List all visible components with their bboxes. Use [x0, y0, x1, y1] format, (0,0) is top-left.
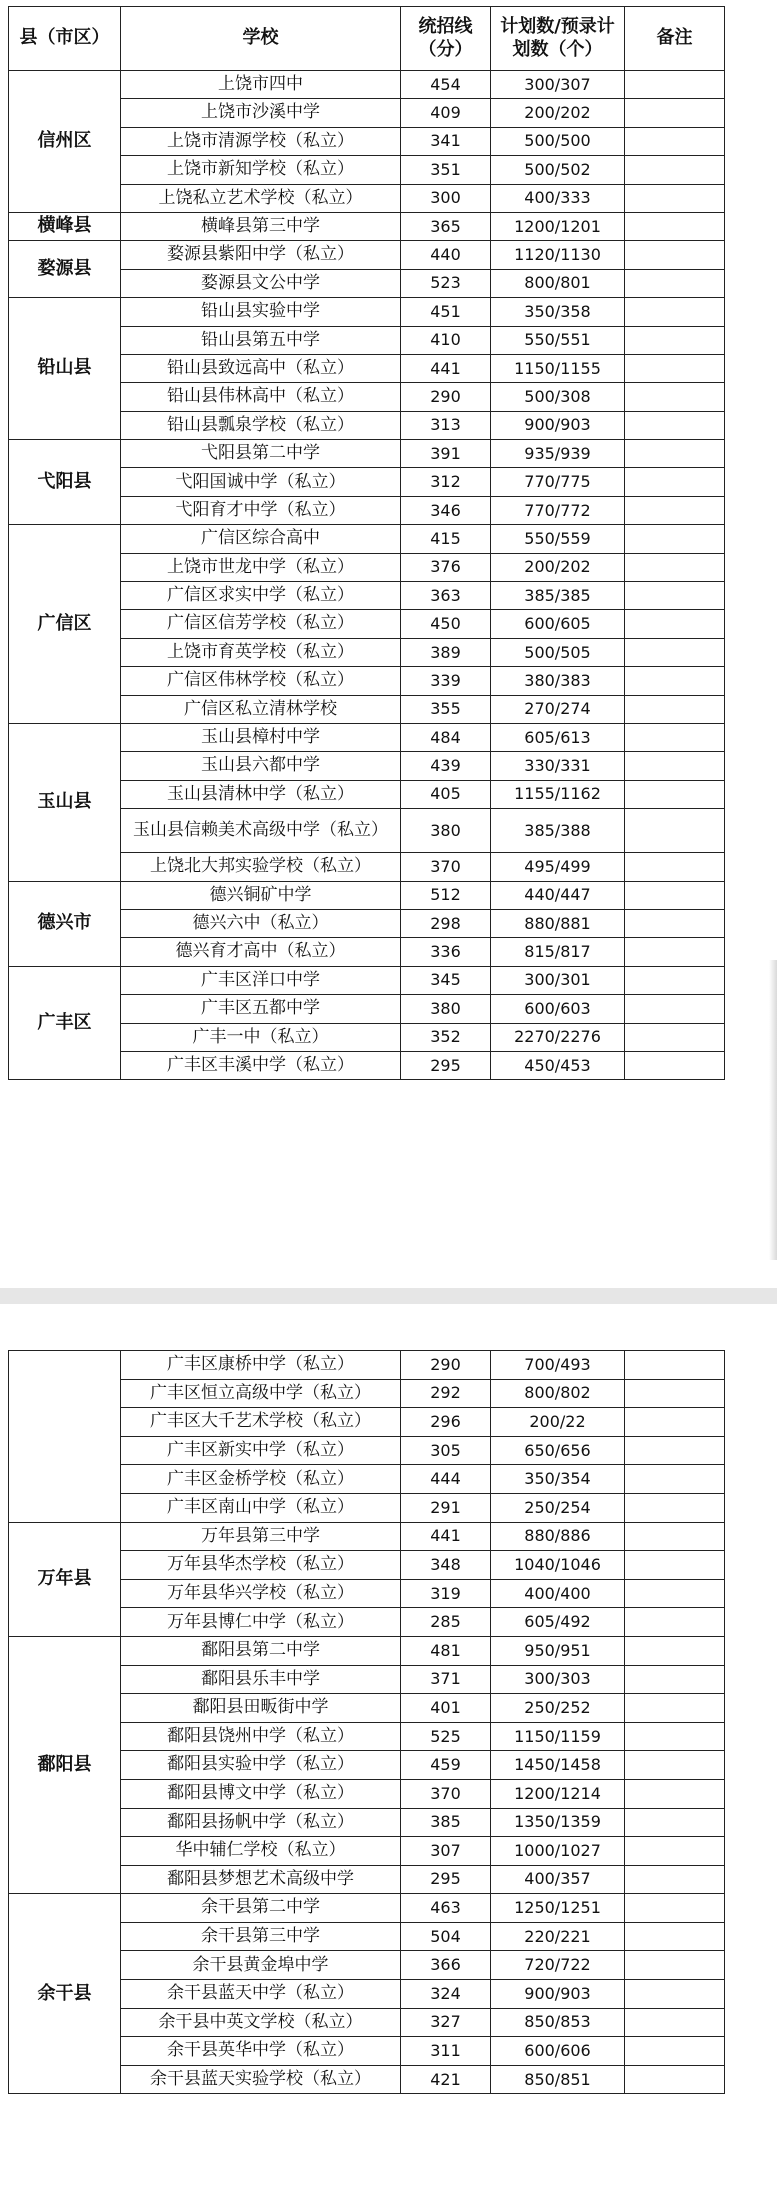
school-cell: 万年县华杰学校（私立）	[121, 1551, 401, 1580]
note-cell	[625, 1608, 725, 1637]
note-cell	[625, 938, 725, 966]
school-cell: 广丰区五都中学	[121, 995, 401, 1023]
note-cell	[625, 241, 725, 269]
plan-cell: 350/354	[491, 1465, 625, 1494]
score-cell: 327	[401, 2008, 491, 2037]
school-cell: 铅山县伟林高中（私立）	[121, 383, 401, 411]
plan-cell: 1350/1359	[491, 1808, 625, 1837]
score-cell: 380	[401, 995, 491, 1023]
school-cell: 上饶私立艺术学校（私立）	[121, 184, 401, 212]
plan-cell: 900/903	[491, 411, 625, 439]
score-cell: 365	[401, 212, 491, 240]
plan-cell: 330/331	[491, 752, 625, 780]
school-cell: 上饶市沙溪中学	[121, 99, 401, 127]
note-cell	[625, 881, 725, 909]
score-cell: 336	[401, 938, 491, 966]
school-cell: 余干县蓝天中学（私立）	[121, 1980, 401, 2009]
county-cell: 信州区	[9, 71, 121, 213]
school-cell: 广丰区南山中学（私立）	[121, 1493, 401, 1522]
plan-cell: 385/388	[491, 809, 625, 853]
plan-cell: 880/886	[491, 1522, 625, 1551]
school-cell: 余干县第三中学	[121, 1922, 401, 1951]
plan-cell: 1200/1214	[491, 1779, 625, 1808]
plan-cell: 550/559	[491, 525, 625, 553]
header-county: 县（市区）	[9, 7, 121, 71]
note-cell	[625, 995, 725, 1023]
note-cell	[625, 1023, 725, 1051]
plan-cell: 700/493	[491, 1351, 625, 1380]
score-cell: 525	[401, 1722, 491, 1751]
county-cell: 余干县	[9, 1894, 121, 2094]
note-cell	[625, 1436, 725, 1465]
note-cell	[625, 184, 725, 212]
school-cell: 华中辅仁学校（私立）	[121, 1837, 401, 1866]
header-plan: 计划数/预录计划数（个）	[491, 7, 625, 71]
note-cell	[625, 1408, 725, 1437]
school-cell: 玉山县樟村中学	[121, 723, 401, 751]
plan-cell: 250/252	[491, 1694, 625, 1723]
school-cell: 玉山县信赖美术高级中学（私立）	[121, 809, 401, 853]
table-row	[9, 298, 725, 326]
plan-cell: 300/303	[491, 1665, 625, 1694]
school-cell: 鄱阳县乐丰中学	[121, 1665, 401, 1694]
score-cell: 385	[401, 1808, 491, 1837]
note-cell	[625, 71, 725, 99]
school-cell: 广丰区大千艺术学校（私立）	[121, 1408, 401, 1437]
school-cell: 婺源县紫阳中学（私立）	[121, 241, 401, 269]
plan-cell: 200/202	[491, 99, 625, 127]
plan-cell: 605/492	[491, 1608, 625, 1637]
note-cell	[625, 1665, 725, 1694]
plan-cell: 400/400	[491, 1579, 625, 1608]
score-cell: 421	[401, 2065, 491, 2094]
note-cell	[625, 809, 725, 853]
page-separator	[0, 1272, 777, 1350]
note-cell	[625, 411, 725, 439]
county-cell: 鄱阳县	[9, 1636, 121, 1893]
plan-cell: 800/802	[491, 1379, 625, 1408]
school-cell: 广丰区康桥中学（私立）	[121, 1351, 401, 1380]
note-cell	[625, 2065, 725, 2094]
score-cell: 441	[401, 1522, 491, 1551]
school-cell: 余干县中英文学校（私立）	[121, 2008, 401, 2037]
score-cell: 355	[401, 695, 491, 723]
note-cell	[625, 468, 725, 496]
plan-cell: 770/775	[491, 468, 625, 496]
school-cell: 上饶市育英学校（私立）	[121, 638, 401, 666]
county-cell: 婺源县	[9, 241, 121, 298]
school-cell: 铅山县瓢泉学校（私立）	[121, 411, 401, 439]
note-cell	[625, 269, 725, 297]
note-cell	[625, 156, 725, 184]
school-cell: 弋阳国诚中学（私立）	[121, 468, 401, 496]
table-row	[9, 241, 725, 269]
score-cell: 290	[401, 1351, 491, 1380]
plan-cell: 850/851	[491, 2065, 625, 2094]
school-cell: 玉山县清林中学（私立）	[121, 780, 401, 808]
note-cell	[625, 1636, 725, 1665]
note-cell	[625, 1808, 725, 1837]
note-cell	[625, 354, 725, 382]
school-cell: 广信区求实中学（私立）	[121, 582, 401, 610]
school-cell: 鄱阳县实验中学（私立）	[121, 1751, 401, 1780]
note-cell	[625, 127, 725, 155]
school-cell: 弋阳育才中学（私立）	[121, 496, 401, 524]
school-cell: 鄱阳县饶州中学（私立）	[121, 1722, 401, 1751]
note-cell	[625, 752, 725, 780]
note-cell	[625, 1051, 725, 1079]
note-cell	[625, 1465, 725, 1494]
score-cell: 405	[401, 780, 491, 808]
note-cell	[625, 1922, 725, 1951]
plan-cell: 270/274	[491, 695, 625, 723]
score-cell: 401	[401, 1694, 491, 1723]
plan-cell: 605/613	[491, 723, 625, 751]
note-cell	[625, 853, 725, 881]
plan-cell: 220/221	[491, 1922, 625, 1951]
score-cell: 439	[401, 752, 491, 780]
score-cell: 410	[401, 326, 491, 354]
school-cell: 余干县蓝天实验学校（私立）	[121, 2065, 401, 2094]
school-cell: 铅山县第五中学	[121, 326, 401, 354]
plan-cell: 1120/1130	[491, 241, 625, 269]
score-cell: 481	[401, 1636, 491, 1665]
school-cell: 广丰区新实中学（私立）	[121, 1436, 401, 1465]
plan-cell: 880/881	[491, 909, 625, 937]
note-cell	[625, 610, 725, 638]
plan-cell: 1000/1027	[491, 1837, 625, 1866]
plan-cell: 1040/1046	[491, 1551, 625, 1580]
note-cell	[625, 1694, 725, 1723]
table-header-row	[9, 7, 725, 71]
score-cell: 290	[401, 383, 491, 411]
school-cell: 铅山县实验中学	[121, 298, 401, 326]
plan-cell: 1150/1159	[491, 1722, 625, 1751]
note-cell	[625, 1779, 725, 1808]
score-cell: 366	[401, 1951, 491, 1980]
note-cell	[625, 99, 725, 127]
county-cell: 广丰区	[9, 966, 121, 1080]
table-row	[9, 723, 725, 751]
county-cell	[9, 1351, 121, 1523]
school-cell: 万年县第三中学	[121, 1522, 401, 1551]
score-cell: 307	[401, 1837, 491, 1866]
plan-cell: 900/903	[491, 1980, 625, 2009]
score-cell: 312	[401, 468, 491, 496]
score-cell: 454	[401, 71, 491, 99]
note-cell	[625, 1980, 725, 2009]
school-cell: 广丰区金桥学校（私立）	[121, 1465, 401, 1494]
plan-cell: 2270/2276	[491, 1023, 625, 1051]
table-row	[9, 1351, 725, 1380]
plan-cell: 800/801	[491, 269, 625, 297]
note-cell	[625, 667, 725, 695]
table-row	[9, 1894, 725, 1923]
plan-cell: 400/333	[491, 184, 625, 212]
score-cell: 300	[401, 184, 491, 212]
school-cell: 铅山县致远高中（私立）	[121, 354, 401, 382]
plan-cell: 850/853	[491, 2008, 625, 2037]
school-cell: 鄱阳县扬帆中学（私立）	[121, 1808, 401, 1837]
table-row	[9, 966, 725, 994]
school-cell: 德兴铜矿中学	[121, 881, 401, 909]
county-cell: 广信区	[9, 525, 121, 724]
score-cell: 376	[401, 553, 491, 581]
note-cell	[625, 1837, 725, 1866]
note-cell	[625, 212, 725, 240]
score-cell: 409	[401, 99, 491, 127]
school-cell: 鄱阳县博文中学（私立）	[121, 1779, 401, 1808]
score-cell: 319	[401, 1579, 491, 1608]
plan-cell: 600/603	[491, 995, 625, 1023]
note-cell	[625, 440, 725, 468]
school-cell: 玉山县六都中学	[121, 752, 401, 780]
table-row	[9, 71, 725, 99]
note-cell	[625, 695, 725, 723]
table-row	[9, 525, 725, 553]
score-cell: 298	[401, 909, 491, 937]
school-cell: 横峰县第三中学	[121, 212, 401, 240]
note-cell	[625, 1865, 725, 1894]
plan-cell: 1155/1162	[491, 780, 625, 808]
school-cell: 婺源县文公中学	[121, 269, 401, 297]
school-cell: 德兴育才高中（私立）	[121, 938, 401, 966]
score-cell: 371	[401, 1665, 491, 1694]
plan-cell: 440/447	[491, 881, 625, 909]
plan-cell: 650/656	[491, 1436, 625, 1465]
plan-cell: 1250/1251	[491, 1894, 625, 1923]
plan-cell: 815/817	[491, 938, 625, 966]
note-cell	[625, 1351, 725, 1380]
table-row	[9, 881, 725, 909]
school-cell: 鄱阳县田畈街中学	[121, 1694, 401, 1723]
score-cell: 296	[401, 1408, 491, 1437]
school-cell: 万年县华兴学校（私立）	[121, 1579, 401, 1608]
plan-cell: 500/502	[491, 156, 625, 184]
note-cell	[625, 298, 725, 326]
page-edge-shadow	[769, 960, 777, 1260]
county-cell: 弋阳县	[9, 440, 121, 525]
score-cell: 346	[401, 496, 491, 524]
note-cell	[625, 326, 725, 354]
school-cell: 广信区信芳学校（私立）	[121, 610, 401, 638]
header-score: 统招线（分）	[401, 7, 491, 71]
school-cell: 弋阳县第二中学	[121, 440, 401, 468]
plan-cell: 385/385	[491, 582, 625, 610]
score-cell: 313	[401, 411, 491, 439]
county-cell: 德兴市	[9, 881, 121, 966]
note-cell	[625, 1579, 725, 1608]
score-cell: 305	[401, 1436, 491, 1465]
admission-table-2	[8, 1350, 725, 2094]
score-cell: 484	[401, 723, 491, 751]
plan-cell: 770/772	[491, 496, 625, 524]
score-cell: 459	[401, 1751, 491, 1780]
school-cell: 鄱阳县梦想艺术高级中学	[121, 1865, 401, 1894]
plan-cell: 1200/1201	[491, 212, 625, 240]
note-cell	[625, 780, 725, 808]
note-cell	[625, 909, 725, 937]
note-cell	[625, 1379, 725, 1408]
note-cell	[625, 1722, 725, 1751]
score-cell: 292	[401, 1379, 491, 1408]
plan-cell: 500/500	[491, 127, 625, 155]
plan-cell: 720/722	[491, 1951, 625, 1980]
score-cell: 339	[401, 667, 491, 695]
school-cell: 广信区伟林学校（私立）	[121, 667, 401, 695]
school-cell: 广丰区洋口中学	[121, 966, 401, 994]
plan-cell: 300/301	[491, 966, 625, 994]
score-cell: 389	[401, 638, 491, 666]
school-cell: 上饶市新知学校（私立）	[121, 156, 401, 184]
score-cell: 440	[401, 241, 491, 269]
county-cell: 万年县	[9, 1522, 121, 1636]
plan-cell: 450/453	[491, 1051, 625, 1079]
plan-cell: 200/22	[491, 1408, 625, 1437]
score-cell: 341	[401, 127, 491, 155]
note-cell	[625, 582, 725, 610]
header-school: 学校	[121, 7, 401, 71]
school-cell: 鄱阳县第二中学	[121, 1636, 401, 1665]
note-cell	[625, 638, 725, 666]
table-row	[9, 1522, 725, 1551]
table-page-2	[0, 1350, 777, 2210]
score-cell: 504	[401, 1922, 491, 1951]
score-cell: 295	[401, 1865, 491, 1894]
county-cell: 铅山县	[9, 298, 121, 440]
school-cell: 上饶市四中	[121, 71, 401, 99]
note-cell	[625, 1951, 725, 1980]
school-cell: 广丰区恒立高级中学（私立）	[121, 1379, 401, 1408]
plan-cell: 400/357	[491, 1865, 625, 1894]
plan-cell: 550/551	[491, 326, 625, 354]
score-cell: 523	[401, 269, 491, 297]
note-cell	[625, 1894, 725, 1923]
note-cell	[625, 2037, 725, 2066]
score-cell: 380	[401, 809, 491, 853]
score-cell: 324	[401, 1980, 491, 2009]
header-note: 备注	[625, 7, 725, 71]
school-cell: 广丰区丰溪中学（私立）	[121, 1051, 401, 1079]
score-cell: 345	[401, 966, 491, 994]
school-cell: 德兴六中（私立）	[121, 909, 401, 937]
note-cell	[625, 723, 725, 751]
plan-cell: 950/951	[491, 1636, 625, 1665]
plan-cell: 935/939	[491, 440, 625, 468]
county-cell: 横峰县	[9, 212, 121, 240]
school-cell: 上饶北大邦实验学校（私立）	[121, 853, 401, 881]
score-cell: 370	[401, 853, 491, 881]
note-cell	[625, 525, 725, 553]
school-cell: 上饶市清源学校（私立）	[121, 127, 401, 155]
note-cell	[625, 1751, 725, 1780]
note-cell	[625, 553, 725, 581]
score-cell: 441	[401, 354, 491, 382]
score-cell: 363	[401, 582, 491, 610]
school-cell: 余干县第二中学	[121, 1894, 401, 1923]
note-cell	[625, 1551, 725, 1580]
score-cell: 463	[401, 1894, 491, 1923]
score-cell: 295	[401, 1051, 491, 1079]
plan-cell: 495/499	[491, 853, 625, 881]
score-cell: 451	[401, 298, 491, 326]
table-row	[9, 212, 725, 240]
plan-cell: 600/606	[491, 2037, 625, 2066]
note-cell	[625, 383, 725, 411]
score-cell: 348	[401, 1551, 491, 1580]
plan-cell: 600/605	[491, 610, 625, 638]
school-cell: 广信区私立清林学校	[121, 695, 401, 723]
table-row	[9, 440, 725, 468]
school-cell: 广信区综合高中	[121, 525, 401, 553]
plan-cell: 250/254	[491, 1493, 625, 1522]
score-cell: 391	[401, 440, 491, 468]
plan-cell: 500/505	[491, 638, 625, 666]
note-cell	[625, 1522, 725, 1551]
score-cell: 352	[401, 1023, 491, 1051]
score-cell: 450	[401, 610, 491, 638]
note-cell	[625, 1493, 725, 1522]
school-cell: 余干县黄金埠中学	[121, 1951, 401, 1980]
score-cell: 370	[401, 1779, 491, 1808]
plan-cell: 1150/1155	[491, 354, 625, 382]
school-cell: 万年县博仁中学（私立）	[121, 1608, 401, 1637]
score-cell: 285	[401, 1608, 491, 1637]
plan-cell: 200/202	[491, 553, 625, 581]
plan-cell: 380/383	[491, 667, 625, 695]
school-cell: 广丰一中（私立）	[121, 1023, 401, 1051]
school-cell: 余干县英华中学（私立）	[121, 2037, 401, 2066]
plan-cell: 1450/1458	[491, 1751, 625, 1780]
score-cell: 512	[401, 881, 491, 909]
score-cell: 311	[401, 2037, 491, 2066]
score-cell: 291	[401, 1493, 491, 1522]
note-cell	[625, 2008, 725, 2037]
score-cell: 415	[401, 525, 491, 553]
plan-cell: 350/358	[491, 298, 625, 326]
plan-cell: 300/307	[491, 71, 625, 99]
county-cell: 玉山县	[9, 723, 121, 881]
admission-table-1	[8, 6, 725, 1080]
note-cell	[625, 496, 725, 524]
score-cell: 351	[401, 156, 491, 184]
table-row	[9, 1636, 725, 1665]
score-cell: 444	[401, 1465, 491, 1494]
school-cell: 上饶市世龙中学（私立）	[121, 553, 401, 581]
plan-cell: 500/308	[491, 383, 625, 411]
note-cell	[625, 966, 725, 994]
